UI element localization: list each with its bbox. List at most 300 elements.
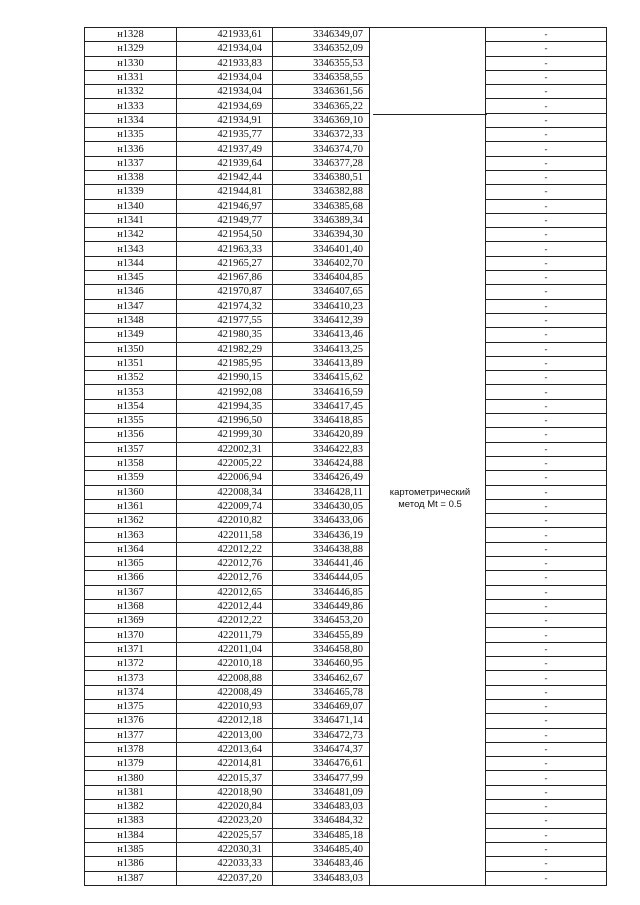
point-number-cell: н1352 bbox=[85, 371, 177, 385]
method-cell bbox=[370, 285, 486, 299]
note-cell: - bbox=[486, 113, 607, 127]
note-cell: - bbox=[486, 556, 607, 570]
note-cell: - bbox=[486, 857, 607, 871]
method-cell bbox=[370, 456, 486, 470]
table-row bbox=[85, 56, 607, 70]
y-coordinate-cell: 3346420,89 bbox=[273, 428, 370, 442]
note-cell: - bbox=[486, 628, 607, 642]
table-row bbox=[85, 499, 607, 513]
method-cell bbox=[370, 614, 486, 628]
note-cell: - bbox=[486, 28, 607, 42]
table-row bbox=[85, 728, 607, 742]
point-number-cell: н1353 bbox=[85, 385, 177, 399]
x-coordinate-cell: 422011,04 bbox=[177, 642, 273, 656]
method-cell bbox=[370, 542, 486, 556]
y-coordinate-cell: 3346380,51 bbox=[273, 170, 370, 184]
point-number-cell: н1371 bbox=[85, 642, 177, 656]
point-number-cell: н1328 bbox=[85, 28, 177, 42]
method-cell bbox=[370, 271, 486, 285]
x-coordinate-cell: 422012,65 bbox=[177, 585, 273, 599]
table-row bbox=[85, 328, 607, 342]
y-coordinate-cell: 3346485,18 bbox=[273, 828, 370, 842]
point-number-cell: н1340 bbox=[85, 199, 177, 213]
x-coordinate-cell: 421934,91 bbox=[177, 113, 273, 127]
table-row bbox=[85, 699, 607, 713]
note-cell: - bbox=[486, 285, 607, 299]
method-cell bbox=[370, 313, 486, 327]
point-number-cell: н1370 bbox=[85, 628, 177, 642]
point-number-cell: н1382 bbox=[85, 800, 177, 814]
x-coordinate-cell: 421934,69 bbox=[177, 99, 273, 113]
table-row bbox=[85, 99, 607, 113]
x-coordinate-cell: 422012,44 bbox=[177, 599, 273, 613]
x-coordinate-cell: 422023,20 bbox=[177, 814, 273, 828]
x-coordinate-cell: 421954,50 bbox=[177, 228, 273, 242]
method-cell bbox=[370, 871, 486, 885]
method-line-2: метод Mt = 0.5 bbox=[398, 499, 462, 510]
point-number-cell: н1359 bbox=[85, 471, 177, 485]
note-cell: - bbox=[486, 185, 607, 199]
y-coordinate-cell: 3346401,40 bbox=[273, 242, 370, 256]
point-number-cell: н1336 bbox=[85, 142, 177, 156]
note-cell: - bbox=[486, 599, 607, 613]
y-coordinate-cell: 3346455,89 bbox=[273, 628, 370, 642]
method-cell bbox=[370, 514, 486, 528]
y-coordinate-cell: 3346444,05 bbox=[273, 571, 370, 585]
point-number-cell: н1332 bbox=[85, 85, 177, 99]
note-cell: - bbox=[486, 428, 607, 442]
table-row bbox=[85, 428, 607, 442]
x-coordinate-cell: 422018,90 bbox=[177, 785, 273, 799]
x-coordinate-cell: 421999,30 bbox=[177, 428, 273, 442]
point-number-cell: н1374 bbox=[85, 685, 177, 699]
note-cell: - bbox=[486, 156, 607, 170]
table-row bbox=[85, 842, 607, 856]
table-row bbox=[85, 671, 607, 685]
x-coordinate-cell: 421965,27 bbox=[177, 256, 273, 270]
table-row bbox=[85, 528, 607, 542]
note-cell: - bbox=[486, 499, 607, 513]
x-coordinate-cell: 422009,74 bbox=[177, 499, 273, 513]
table-row bbox=[85, 871, 607, 885]
x-coordinate-cell: 422012,22 bbox=[177, 542, 273, 556]
point-number-cell: н1366 bbox=[85, 571, 177, 585]
y-coordinate-cell: 3346410,23 bbox=[273, 299, 370, 313]
method-cell bbox=[370, 142, 486, 156]
x-coordinate-cell: 422010,82 bbox=[177, 514, 273, 528]
x-coordinate-cell: 422015,37 bbox=[177, 771, 273, 785]
point-number-cell: н1354 bbox=[85, 399, 177, 413]
method-cell bbox=[370, 170, 486, 184]
point-number-cell: н1386 bbox=[85, 857, 177, 871]
note-cell: - bbox=[486, 742, 607, 756]
note-cell: - bbox=[486, 385, 607, 399]
y-coordinate-cell: 3346407,65 bbox=[273, 285, 370, 299]
method-cell bbox=[370, 113, 486, 127]
x-coordinate-cell: 422010,18 bbox=[177, 657, 273, 671]
method-cell bbox=[370, 213, 486, 227]
method-cell bbox=[370, 28, 486, 42]
method-cell bbox=[370, 714, 486, 728]
table-row bbox=[85, 442, 607, 456]
x-coordinate-cell: 422006,94 bbox=[177, 471, 273, 485]
note-cell: - bbox=[486, 714, 607, 728]
method-cell bbox=[370, 785, 486, 799]
y-coordinate-cell: 3346372,33 bbox=[273, 128, 370, 142]
y-coordinate-cell: 3346462,67 bbox=[273, 671, 370, 685]
x-coordinate-cell: 422008,88 bbox=[177, 671, 273, 685]
table-row bbox=[85, 742, 607, 756]
table-row bbox=[85, 242, 607, 256]
table-row bbox=[85, 85, 607, 99]
y-coordinate-cell: 3346460,95 bbox=[273, 657, 370, 671]
y-coordinate-cell: 3346413,89 bbox=[273, 356, 370, 370]
point-number-cell: н1339 bbox=[85, 185, 177, 199]
point-number-cell: н1329 bbox=[85, 42, 177, 56]
point-number-cell: н1346 bbox=[85, 285, 177, 299]
y-coordinate-cell: 3346358,55 bbox=[273, 70, 370, 84]
method-cell bbox=[370, 757, 486, 771]
note-cell: - bbox=[486, 571, 607, 585]
y-coordinate-cell: 3346436,19 bbox=[273, 528, 370, 542]
point-number-cell: н1358 bbox=[85, 456, 177, 470]
y-coordinate-cell: 3346485,40 bbox=[273, 842, 370, 856]
point-number-cell: н1341 bbox=[85, 213, 177, 227]
table-row bbox=[85, 542, 607, 556]
y-coordinate-cell: 3346413,46 bbox=[273, 328, 370, 342]
point-number-cell: н1338 bbox=[85, 170, 177, 184]
method-cell bbox=[370, 228, 486, 242]
note-cell: - bbox=[486, 228, 607, 242]
x-coordinate-cell: 421996,50 bbox=[177, 414, 273, 428]
table-row bbox=[85, 70, 607, 84]
point-number-cell: н1351 bbox=[85, 356, 177, 370]
y-coordinate-cell: 3346394,30 bbox=[273, 228, 370, 242]
x-coordinate-cell: 421963,33 bbox=[177, 242, 273, 256]
x-coordinate-cell: 422025,57 bbox=[177, 828, 273, 842]
point-number-cell: н1348 bbox=[85, 313, 177, 327]
method-cell bbox=[370, 414, 486, 428]
point-number-cell: н1337 bbox=[85, 156, 177, 170]
point-number-cell: н1365 bbox=[85, 556, 177, 570]
point-number-cell: н1376 bbox=[85, 714, 177, 728]
note-cell: - bbox=[486, 542, 607, 556]
x-coordinate-cell: 421949,77 bbox=[177, 213, 273, 227]
table-row bbox=[85, 771, 607, 785]
point-number-cell: н1367 bbox=[85, 585, 177, 599]
x-coordinate-cell: 422012,18 bbox=[177, 714, 273, 728]
method-line-1: картометрический bbox=[389, 487, 471, 498]
note-cell: - bbox=[486, 671, 607, 685]
method-cell bbox=[370, 70, 486, 84]
x-coordinate-cell: 421933,61 bbox=[177, 28, 273, 42]
x-coordinate-cell: 422008,49 bbox=[177, 685, 273, 699]
table-row bbox=[85, 142, 607, 156]
point-number-cell: н1368 bbox=[85, 599, 177, 613]
note-cell: - bbox=[486, 771, 607, 785]
note-cell: - bbox=[486, 242, 607, 256]
y-coordinate-cell: 3346352,09 bbox=[273, 42, 370, 56]
note-cell: - bbox=[486, 728, 607, 742]
note-cell: - bbox=[486, 142, 607, 156]
note-cell: - bbox=[486, 42, 607, 56]
table-row bbox=[85, 228, 607, 242]
note-cell: - bbox=[486, 456, 607, 470]
method-cell bbox=[370, 299, 486, 313]
y-coordinate-cell: 3346441,46 bbox=[273, 556, 370, 570]
point-number-cell: н1347 bbox=[85, 299, 177, 313]
table-row bbox=[85, 356, 607, 370]
point-number-cell: н1377 bbox=[85, 728, 177, 742]
note-cell: - bbox=[486, 685, 607, 699]
table-row bbox=[85, 285, 607, 299]
x-coordinate-cell: 421934,04 bbox=[177, 42, 273, 56]
table-row bbox=[85, 399, 607, 413]
x-coordinate-cell: 422014,81 bbox=[177, 757, 273, 771]
y-coordinate-cell: 3346402,70 bbox=[273, 256, 370, 270]
method-cell bbox=[370, 442, 486, 456]
note-cell: - bbox=[486, 699, 607, 713]
note-cell: - bbox=[486, 128, 607, 142]
y-coordinate-cell: 3346369,10 bbox=[273, 113, 370, 127]
x-coordinate-cell: 422037,20 bbox=[177, 871, 273, 885]
point-number-cell: н1387 bbox=[85, 871, 177, 885]
method-cell bbox=[370, 857, 486, 871]
y-coordinate-cell: 3346382,88 bbox=[273, 185, 370, 199]
method-cell bbox=[370, 185, 486, 199]
method-cell bbox=[370, 828, 486, 842]
note-cell: - bbox=[486, 328, 607, 342]
y-coordinate-cell: 3346426,49 bbox=[273, 471, 370, 485]
point-number-cell: н1363 bbox=[85, 528, 177, 542]
method-cell bbox=[370, 42, 486, 56]
y-coordinate-cell: 3346484,32 bbox=[273, 814, 370, 828]
point-number-cell: н1375 bbox=[85, 699, 177, 713]
y-coordinate-cell: 3346483,03 bbox=[273, 871, 370, 885]
x-coordinate-cell: 422020,84 bbox=[177, 800, 273, 814]
point-number-cell: н1384 bbox=[85, 828, 177, 842]
x-coordinate-cell: 421990,15 bbox=[177, 371, 273, 385]
table-row bbox=[85, 28, 607, 42]
note-cell: - bbox=[486, 657, 607, 671]
method-cell bbox=[370, 371, 486, 385]
table-row bbox=[85, 385, 607, 399]
table-row bbox=[85, 471, 607, 485]
point-number-cell: н1369 bbox=[85, 614, 177, 628]
note-cell: - bbox=[486, 485, 607, 499]
note-cell: - bbox=[486, 871, 607, 885]
method-cell bbox=[370, 671, 486, 685]
table-row bbox=[85, 271, 607, 285]
x-coordinate-cell: 421946,97 bbox=[177, 199, 273, 213]
method-cell bbox=[370, 657, 486, 671]
table-row bbox=[85, 456, 607, 470]
method-cell bbox=[370, 85, 486, 99]
table-row bbox=[85, 685, 607, 699]
note-cell: - bbox=[486, 828, 607, 842]
y-coordinate-cell: 3346361,56 bbox=[273, 85, 370, 99]
x-coordinate-cell: 422012,76 bbox=[177, 556, 273, 570]
table-row bbox=[85, 628, 607, 642]
table-row bbox=[85, 585, 607, 599]
table-row bbox=[85, 714, 607, 728]
x-coordinate-cell: 422010,93 bbox=[177, 699, 273, 713]
method-cell bbox=[370, 156, 486, 170]
note-cell: - bbox=[486, 800, 607, 814]
method-cell bbox=[370, 256, 486, 270]
point-number-cell: н1349 bbox=[85, 328, 177, 342]
y-coordinate-cell: 3346355,53 bbox=[273, 56, 370, 70]
note-cell: - bbox=[486, 842, 607, 856]
method-cell bbox=[370, 585, 486, 599]
note-cell: - bbox=[486, 70, 607, 84]
note-cell: - bbox=[486, 399, 607, 413]
y-coordinate-cell: 3346446,85 bbox=[273, 585, 370, 599]
x-coordinate-cell: 422033,33 bbox=[177, 857, 273, 871]
table-row bbox=[85, 828, 607, 842]
x-coordinate-cell: 422013,00 bbox=[177, 728, 273, 742]
y-coordinate-cell: 3346477,99 bbox=[273, 771, 370, 785]
point-number-cell: н1334 bbox=[85, 113, 177, 127]
method-cell bbox=[370, 128, 486, 142]
y-coordinate-cell: 3346415,62 bbox=[273, 371, 370, 385]
table-row bbox=[85, 599, 607, 613]
table-row bbox=[85, 213, 607, 227]
y-coordinate-cell: 3346465,78 bbox=[273, 685, 370, 699]
note-cell: - bbox=[486, 514, 607, 528]
y-coordinate-cell: 3346374,70 bbox=[273, 142, 370, 156]
x-coordinate-cell: 421974,32 bbox=[177, 299, 273, 313]
y-coordinate-cell: 3346349,07 bbox=[273, 28, 370, 42]
note-cell: - bbox=[486, 256, 607, 270]
table-row bbox=[85, 185, 607, 199]
method-cell bbox=[370, 356, 486, 370]
y-coordinate-cell: 3346438,88 bbox=[273, 542, 370, 556]
x-coordinate-cell: 422005,22 bbox=[177, 456, 273, 470]
x-coordinate-cell: 421970,87 bbox=[177, 285, 273, 299]
point-number-cell: н1362 bbox=[85, 514, 177, 528]
y-coordinate-cell: 3346476,61 bbox=[273, 757, 370, 771]
point-number-cell: н1335 bbox=[85, 128, 177, 142]
y-coordinate-cell: 3346453,20 bbox=[273, 614, 370, 628]
point-number-cell: н1356 bbox=[85, 428, 177, 442]
x-coordinate-cell: 421942,44 bbox=[177, 170, 273, 184]
table-row bbox=[85, 800, 607, 814]
point-number-cell: н1381 bbox=[85, 785, 177, 799]
y-coordinate-cell: 3346472,73 bbox=[273, 728, 370, 742]
accuracy-method-note bbox=[374, 487, 486, 511]
table-row bbox=[85, 556, 607, 570]
note-cell: - bbox=[486, 442, 607, 456]
method-cell bbox=[370, 571, 486, 585]
method-cell bbox=[370, 471, 486, 485]
x-coordinate-cell: 422002,31 bbox=[177, 442, 273, 456]
y-coordinate-cell: 3346481,09 bbox=[273, 785, 370, 799]
point-number-cell: н1379 bbox=[85, 757, 177, 771]
method-cell bbox=[370, 642, 486, 656]
table-row bbox=[85, 514, 607, 528]
table-row bbox=[85, 571, 607, 585]
table-row bbox=[85, 199, 607, 213]
method-cell bbox=[370, 199, 486, 213]
note-cell: - bbox=[486, 56, 607, 70]
y-coordinate-cell: 3346424,88 bbox=[273, 456, 370, 470]
table-row bbox=[85, 757, 607, 771]
table-row bbox=[85, 657, 607, 671]
point-number-cell: н1360 bbox=[85, 485, 177, 499]
y-coordinate-cell: 3346417,45 bbox=[273, 399, 370, 413]
method-cell bbox=[370, 328, 486, 342]
note-cell: - bbox=[486, 213, 607, 227]
method-cell bbox=[370, 342, 486, 356]
x-coordinate-cell: 421934,04 bbox=[177, 70, 273, 84]
method-cell bbox=[370, 99, 486, 113]
method-cell bbox=[370, 842, 486, 856]
y-coordinate-cell: 3346418,85 bbox=[273, 414, 370, 428]
table-row bbox=[85, 256, 607, 270]
table-row bbox=[85, 156, 607, 170]
y-coordinate-cell: 3346389,34 bbox=[273, 213, 370, 227]
note-cell: - bbox=[486, 271, 607, 285]
note-cell: - bbox=[486, 814, 607, 828]
x-coordinate-cell: 422012,76 bbox=[177, 571, 273, 585]
x-coordinate-cell: 421967,86 bbox=[177, 271, 273, 285]
x-coordinate-cell: 421933,83 bbox=[177, 56, 273, 70]
table-row bbox=[85, 170, 607, 184]
point-number-cell: н1385 bbox=[85, 842, 177, 856]
point-number-cell: н1378 bbox=[85, 742, 177, 756]
y-coordinate-cell: 3346483,03 bbox=[273, 800, 370, 814]
point-number-cell: н1357 bbox=[85, 442, 177, 456]
table-row bbox=[85, 313, 607, 327]
y-coordinate-cell: 3346449,86 bbox=[273, 599, 370, 613]
x-coordinate-cell: 421994,35 bbox=[177, 399, 273, 413]
coordinates-table-container bbox=[84, 27, 607, 886]
x-coordinate-cell: 421982,29 bbox=[177, 342, 273, 356]
note-cell: - bbox=[486, 313, 607, 327]
table-row bbox=[85, 857, 607, 871]
point-number-cell: н1345 bbox=[85, 271, 177, 285]
table-row bbox=[85, 342, 607, 356]
x-coordinate-cell: 421985,95 bbox=[177, 356, 273, 370]
table-row bbox=[85, 371, 607, 385]
point-number-cell: н1333 bbox=[85, 99, 177, 113]
method-cell bbox=[370, 800, 486, 814]
x-coordinate-cell: 421977,55 bbox=[177, 313, 273, 327]
x-coordinate-cell: 422030,31 bbox=[177, 842, 273, 856]
note-cell: - bbox=[486, 99, 607, 113]
method-cell bbox=[370, 599, 486, 613]
coordinates-table-body bbox=[85, 28, 607, 886]
method-cell bbox=[370, 814, 486, 828]
y-coordinate-cell: 3346430,05 bbox=[273, 499, 370, 513]
point-number-cell: н1344 bbox=[85, 256, 177, 270]
note-cell: - bbox=[486, 85, 607, 99]
point-number-cell: н1330 bbox=[85, 56, 177, 70]
y-coordinate-cell: 3346471,14 bbox=[273, 714, 370, 728]
point-number-cell: н1350 bbox=[85, 342, 177, 356]
point-number-cell: н1383 bbox=[85, 814, 177, 828]
x-coordinate-cell: 421944,81 bbox=[177, 185, 273, 199]
table-row bbox=[85, 113, 607, 127]
method-cell bbox=[370, 385, 486, 399]
x-coordinate-cell: 421980,35 bbox=[177, 328, 273, 342]
note-cell: - bbox=[486, 371, 607, 385]
merged-cell-divider bbox=[373, 114, 487, 115]
y-coordinate-cell: 3346412,39 bbox=[273, 313, 370, 327]
y-coordinate-cell: 3346404,85 bbox=[273, 271, 370, 285]
method-cell bbox=[370, 56, 486, 70]
